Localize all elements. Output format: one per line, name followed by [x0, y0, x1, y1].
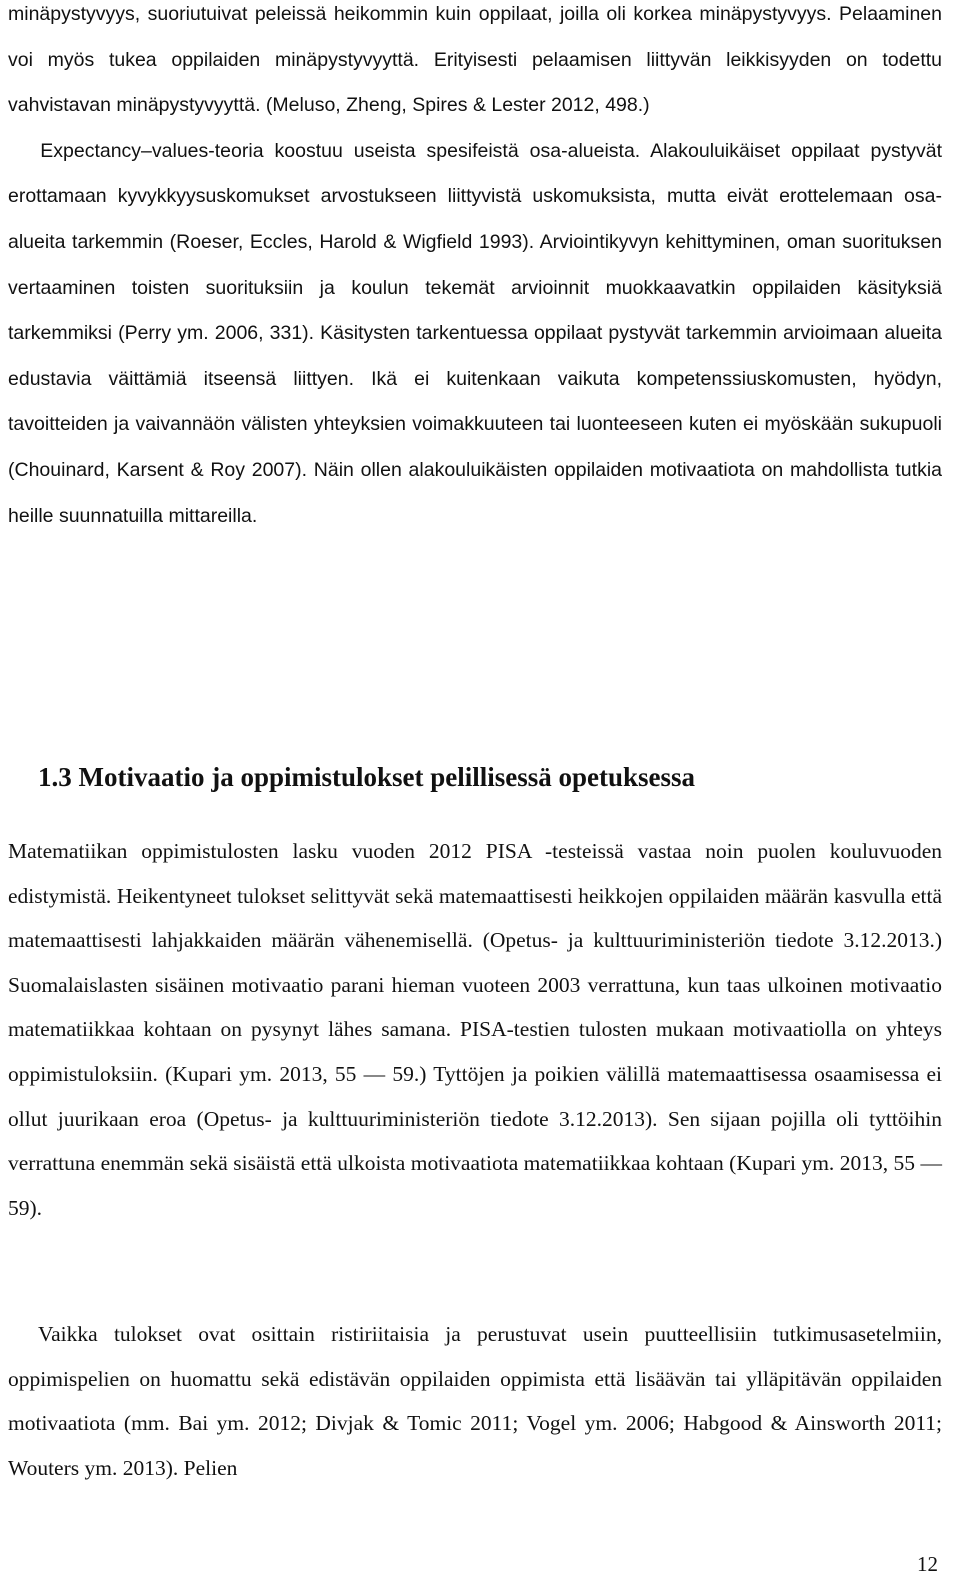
section-heading: 1.3 Motivaatio ja oppimistulokset pelillisessä opetuksessa: [38, 762, 696, 792]
paragraph-1-continuation: [8, 138, 942, 527]
body-paragraph-2: Matematiikan oppimistulosten lasku vuoden 2012 PISA -testeissä vastaa noin puolen kouluvuoden edistymistä. Heikentyneet tulokset selittyvät sekä matemaattisesti heikkojen oppilaiden määrän kasvulla että matemaattisesti lahjakkaiden määrän vähenemisellä. (Opetus- ja kulttuuriministeriön tiedote 3.12.2013.) Suomalaislasten sisäinen motivaatio parani hieman vuoteen 2003 verrattuna, kun taas ulkoinen motivaatio matematiikkaa kohtaan on pysynyt lähes samana. PISA-testien tulosten mukaan motivaatiolla on yhteys oppimistuloksiin. (Kupari ym. 2013, 55 — 59.) Tyttöjen ja poikien välillä matemaattisessa osaamisessa ei ollut juurikaan eroa (Opetus- ja kulttuuriministeriön tiedote 3.12.2013). Sen sijaan pojilla oli tyttöihin verrattuna enemmän sekä sisäistä että ulkoista motivaatiota matematiikkaa kohtaan (Kupari ym. 2013, 55 — 59).: [8, 839, 942, 1220]
paragraph-1-opening: minäpystyvyys, suoriutuivat peleissä heikommin kuin oppilaat, joilla oli korkea minäpystyvyys. Pelaaminen voi myös tukea oppilaiden minäpystyvyyttä. Erityisesti pelaamisen liittyvän leikkisyyden on todettu vahvistavan minäpystyvyyttä. (Meluso, Zheng, Spires & Lester 2012, 498.): [8, 3, 942, 117]
body-paragraph-1: [8, 0, 942, 538]
page-number: 12: [917, 1552, 938, 1576]
body-paragraph-3: Vaikka tulokset ovat osittain ristiriitaisia ja perustuvat usein puutteellisiin tutkimusasetelmiin, oppimispelien on huomattu sekä edistävän oppilaiden oppimista että lisäävän tai ylläpitävän oppilaiden motivaatiota (mm. Bai ym. 2012; Divjak & Tomic 2011; Vogel ym. 2006; Habgood & Ainsworth 2011; Wouters ym. 2013). Pelien: [8, 1322, 942, 1480]
paragraph-1-body: Expectancy–values-teoria koostuu useista spesifeistä osa-alueista. Alakouluikäiset oppilaat pystyvät erottamaan kyvykkyysuskomukset arvostukseen liittyvistä uskomuksista, mutta eivät erottelemaan osa-alueita tarkemmin (Roeser, Eccles, Harold & Wigfield 1993). Arviointikyvyn kehittyminen, oman suorituksen vertaaminen toisten suorituksiin ja koulun tekemät arvioinnit muokkaavatkin oppilaiden käsityksiä tarkemmiksi (Perry ym. 2006, 331). Käsitysten tarkentuessa oppilaat pystyvät tarkemmin arvioimaan alueita edustavia väittämiä itseensä liittyen. Ikä ei kuitenkaan vaikuta kompetenssiuskomusten, hyödyn, tavoitteiden ja vaivannäön välisten yhteyksien voimakkuuteen tai luonteeseen kuten ei myöskään sukupuoli (Chouinard, Karsent & Roy 2007). Näin ollen alakouluikäisten oppilaiden motivaatiota on mahdollista tutkia heille suunnatuilla mittareilla.: [8, 139, 942, 527]
